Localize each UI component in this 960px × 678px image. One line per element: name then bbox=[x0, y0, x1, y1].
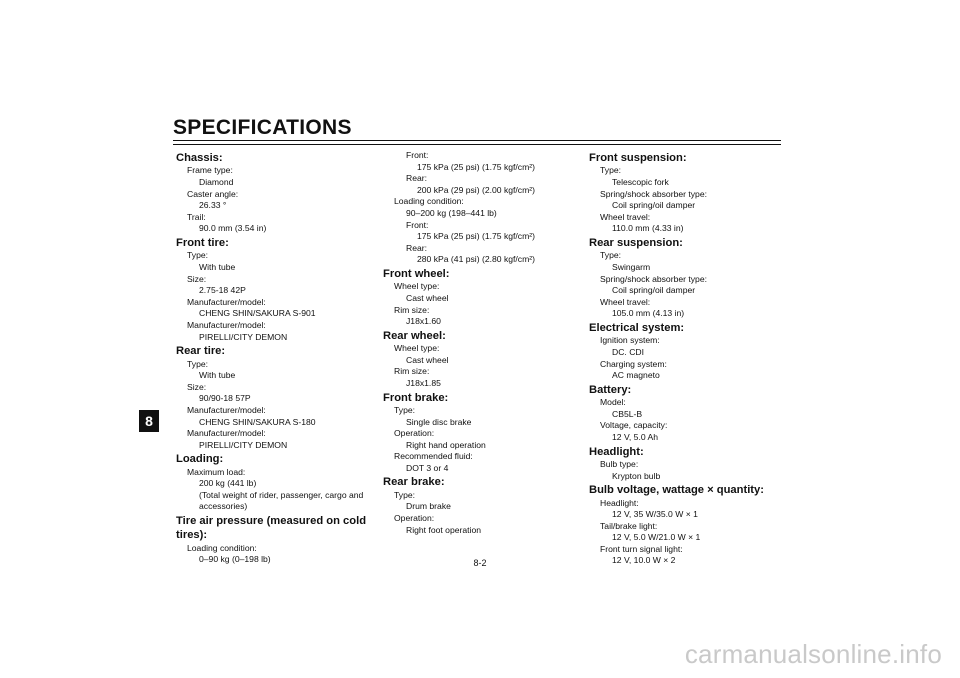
spec-heading: Electrical system: bbox=[589, 321, 685, 334]
spec-value: Rear: bbox=[406, 242, 428, 253]
spec-value: Diamond bbox=[199, 177, 234, 187]
spec-value: CHENG SHIN/SAKURA S-901 bbox=[199, 308, 316, 319]
spec-label: Frame type: bbox=[187, 165, 233, 176]
spec-value: J18x1.85 bbox=[406, 377, 441, 388]
spec-label: Type: bbox=[394, 489, 416, 500]
spec-label: Trail: bbox=[187, 211, 206, 222]
spec-value: Single disc brake bbox=[406, 416, 472, 427]
spec-heading: Tire air pressure (measured on cold tires): bbox=[176, 515, 367, 542]
spec-heading: Battery: bbox=[589, 383, 632, 396]
spec-value: PIRELLI/CITY DEMON bbox=[199, 439, 288, 450]
spec-label: Manufacturer/model: bbox=[187, 319, 266, 330]
spec-label: Operation: bbox=[394, 513, 435, 524]
spec-label: Manufacturer/model: bbox=[187, 404, 266, 415]
spec-value: CB5L-B bbox=[612, 408, 643, 419]
spec-value: 12 V, 5.0 Ah bbox=[612, 431, 659, 442]
spec-label: Bulb type: bbox=[600, 458, 639, 469]
spec-label: Spring/shock absorber type: bbox=[600, 188, 708, 199]
spec-label: Caster angle: bbox=[187, 188, 239, 199]
spec-heading: Front brake: bbox=[383, 391, 449, 404]
chapter-tab: 8 bbox=[139, 410, 159, 432]
spec-value: DC. CDI bbox=[612, 346, 644, 357]
header-rule bbox=[173, 140, 781, 141]
spec-heading: Rear tire: bbox=[176, 345, 226, 358]
spec-label: Manufacturer/model: bbox=[187, 428, 266, 439]
spec-value: 110.0 mm (4.33 in) bbox=[612, 223, 684, 234]
spec-heading: Front suspension: bbox=[589, 152, 687, 164]
spec-label: Loading condition: bbox=[187, 542, 257, 553]
spec-column-3 bbox=[589, 150, 789, 567]
spec-label: Tail/brake light: bbox=[600, 520, 658, 531]
spec-label: Voltage, capacity: bbox=[600, 420, 668, 431]
spec-value: Right hand operation bbox=[406, 439, 486, 450]
spec-value: Cast wheel bbox=[406, 292, 449, 303]
spec-value: Telescopic fork bbox=[612, 177, 669, 187]
watermark: carmanualsonline.info bbox=[684, 639, 942, 669]
spec-label: Operation: bbox=[394, 428, 435, 439]
spec-label: Size: bbox=[187, 273, 207, 284]
spec-value: 12 V, 10.0 W × 2 bbox=[612, 555, 676, 566]
spec-value: 200 kg (441 lb) bbox=[199, 478, 257, 489]
spec-heading: Front wheel: bbox=[383, 267, 450, 280]
spec-heading: Bulb voltage, wattage × quantity: bbox=[589, 484, 764, 497]
spec-value: With tube bbox=[199, 261, 236, 272]
spec-label: Type: bbox=[600, 165, 622, 176]
spec-value: Right foot operation bbox=[406, 524, 482, 535]
spec-label: Type: bbox=[187, 358, 209, 369]
spec-value: 90–200 kg (198–441 lb) bbox=[406, 207, 497, 218]
spec-value: 280 kPa (41 psi) (2.80 kgf/cm²) bbox=[417, 254, 535, 265]
spec-label: Headlight: bbox=[600, 497, 639, 508]
spec-value: Cast wheel bbox=[406, 354, 449, 365]
spec-heading: Front tire: bbox=[176, 236, 229, 249]
spec-value: DOT 3 or 4 bbox=[406, 462, 449, 473]
spec-value: 90.0 mm (3.54 in) bbox=[199, 223, 267, 234]
spec-heading: Rear suspension: bbox=[589, 236, 683, 249]
spec-value: Rear: bbox=[406, 173, 428, 184]
spec-value: AC magneto bbox=[612, 370, 660, 381]
spec-value: 0–90 kg (0–198 lb) bbox=[199, 554, 271, 565]
spec-label: Wheel type: bbox=[394, 281, 440, 292]
spec-value: Coil spring/oil damper bbox=[612, 200, 696, 211]
spec-value: CHENG SHIN/SAKURA S-180 bbox=[199, 416, 316, 427]
spec-label: Rim size: bbox=[394, 304, 430, 315]
spec-label: Charging system: bbox=[600, 358, 667, 369]
spec-label: Front turn signal light: bbox=[600, 543, 683, 554]
spec-value: 90/90-18 57P bbox=[199, 393, 251, 404]
spec-label: Maximum load: bbox=[187, 466, 246, 477]
spec-label: Size: bbox=[187, 381, 207, 392]
spec-label: Spring/shock absorber type: bbox=[600, 273, 708, 284]
spec-value: Krypton bulb bbox=[612, 470, 661, 481]
spec-label: Type: bbox=[187, 250, 209, 261]
spec-value: 105.0 mm (4.13 in) bbox=[612, 308, 685, 319]
spec-value: 175 kPa (25 psi) (1.75 kgf/cm²) bbox=[417, 161, 535, 172]
spec-value: Coil spring/oil damper bbox=[612, 285, 696, 296]
spec-value: Swingarm bbox=[612, 261, 651, 272]
spec-value: J18x1.60 bbox=[406, 316, 441, 327]
spec-value: Drum brake bbox=[406, 501, 451, 512]
spec-value: accessories) bbox=[199, 501, 248, 512]
page-title: SPECIFICATIONS bbox=[173, 116, 352, 139]
spec-value: With tube bbox=[199, 370, 236, 381]
spec-label: Wheel travel: bbox=[600, 211, 651, 222]
spec-label: Rim size: bbox=[394, 366, 430, 377]
spec-label: Recommended fluid: bbox=[394, 451, 473, 462]
spec-label: Wheel type: bbox=[394, 343, 440, 354]
spec-label: Type: bbox=[394, 404, 416, 415]
spec-value: (Total weight of rider, passenger, cargo and bbox=[199, 489, 364, 500]
header-rule-inner bbox=[173, 144, 781, 145]
spec-heading: Loading: bbox=[176, 453, 224, 466]
spec-value: 175 kPa (25 psi) (1.75 kgf/cm²) bbox=[417, 231, 535, 242]
spec-heading: Chassis: bbox=[176, 152, 223, 164]
spec-label: Manufacturer/model: bbox=[187, 296, 266, 307]
spec-column-1 bbox=[176, 150, 376, 566]
page-number: 8-2 bbox=[473, 558, 487, 568]
spec-value: Front: bbox=[406, 219, 429, 230]
spec-label: Loading condition: bbox=[394, 196, 464, 207]
spec-value: 2.75-18 42P bbox=[199, 285, 246, 296]
spec-value: 12 V, 35 W/35.0 W × 1 bbox=[612, 509, 698, 520]
spec-heading: Rear brake: bbox=[383, 476, 445, 489]
spec-heading: Rear wheel: bbox=[383, 329, 446, 342]
spec-heading: Headlight: bbox=[589, 445, 644, 458]
spec-value: 12 V, 5.0 W/21.0 W × 1 bbox=[612, 532, 701, 543]
spec-label: Ignition system: bbox=[600, 335, 660, 346]
spec-value: 200 kPa (29 psi) (2.00 kgf/cm²) bbox=[417, 184, 535, 195]
spec-value: PIRELLI/CITY DEMON bbox=[199, 331, 288, 342]
spec-value: Front: bbox=[406, 150, 429, 160]
spec-label: Type: bbox=[600, 250, 622, 261]
spec-label: Wheel travel: bbox=[600, 296, 651, 307]
spec-label: Model: bbox=[600, 397, 626, 408]
spec-column-2 bbox=[383, 150, 583, 536]
spec-value: 26.33 ° bbox=[199, 200, 227, 211]
